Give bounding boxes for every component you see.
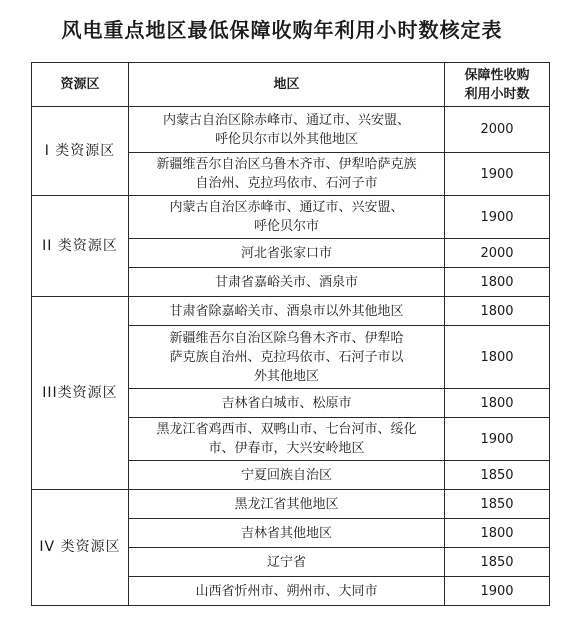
hours-cell: 1800 xyxy=(445,268,550,297)
region-cell: 辽宁省 xyxy=(129,548,445,577)
region-cell: 新疆维吾尔自治区乌鲁木齐市、伊犁哈萨克族 自治州、克拉玛依市、石河子市 xyxy=(129,153,445,196)
resource-class-cell: III类资源区 xyxy=(32,297,129,490)
table-row xyxy=(32,297,550,326)
region-cell: 黑龙江省其他地区 xyxy=(129,490,445,519)
hours-cell: 1800 xyxy=(445,389,550,418)
page-title: 风电重点地区最低保障收购年利用小时数核定表 xyxy=(61,18,503,42)
hours-cell: 1900 xyxy=(445,153,550,196)
region-cell: 内蒙古自治区赤峰市、通辽市、兴安盟、 呼伦贝尔市 xyxy=(129,196,445,239)
quota-table xyxy=(31,62,550,606)
resource-class-cell: I 类资源区 xyxy=(32,107,129,196)
hours-cell: 2000 xyxy=(445,239,550,268)
hours-cell: 1900 xyxy=(445,418,550,461)
header-guaranteed-hours: 保障性收购 利用小时数 xyxy=(445,63,550,107)
region-cell: 甘肃省嘉峪关市、酒泉市 xyxy=(129,268,445,297)
hours-cell: 1800 xyxy=(445,326,550,389)
resource-class-cell: IV 类资源区 xyxy=(32,490,129,606)
region-cell: 黑龙江省鸡西市、双鸭山市、七台河市、绥化 市、伊春市，大兴安岭地区 xyxy=(129,418,445,461)
region-cell: 山西省忻州市、朔州市、大同市 xyxy=(129,577,445,606)
table-row xyxy=(32,196,550,239)
region-cell: 内蒙古自治区除赤峰市、通辽市、兴安盟、 呼伦贝尔市以外其他地区 xyxy=(129,107,445,153)
region-cell: 河北省张家口市 xyxy=(129,239,445,268)
region-cell: 吉林省其他地区 xyxy=(129,519,445,548)
hours-cell: 1800 xyxy=(445,297,550,326)
table-row xyxy=(32,107,550,153)
hours-cell: 2000 xyxy=(445,107,550,153)
hours-cell: 1900 xyxy=(445,577,550,606)
hours-cell: 1900 xyxy=(445,196,550,239)
region-cell: 宁夏回族自治区 xyxy=(129,461,445,490)
region-cell: 吉林省白城市、松原市 xyxy=(129,389,445,418)
header-region: 地区 xyxy=(129,63,445,107)
hours-cell: 1850 xyxy=(445,461,550,490)
table-row xyxy=(32,490,550,519)
hours-cell: 1850 xyxy=(445,548,550,577)
resource-class-cell: II 类资源区 xyxy=(32,196,129,297)
hours-cell: 1800 xyxy=(445,519,550,548)
region-cell: 新疆维吾尔自治区除乌鲁木齐市、伊犁哈 萨克族自治州、克拉玛依市、石河子市以 外其他地区 xyxy=(129,326,445,389)
header-resource-class: 资源区 xyxy=(32,63,129,107)
table-header-row xyxy=(32,63,550,107)
region-cell: 甘肃省除嘉峪关市、酒泉市以外其他地区 xyxy=(129,297,445,326)
hours-cell: 1850 xyxy=(445,490,550,519)
